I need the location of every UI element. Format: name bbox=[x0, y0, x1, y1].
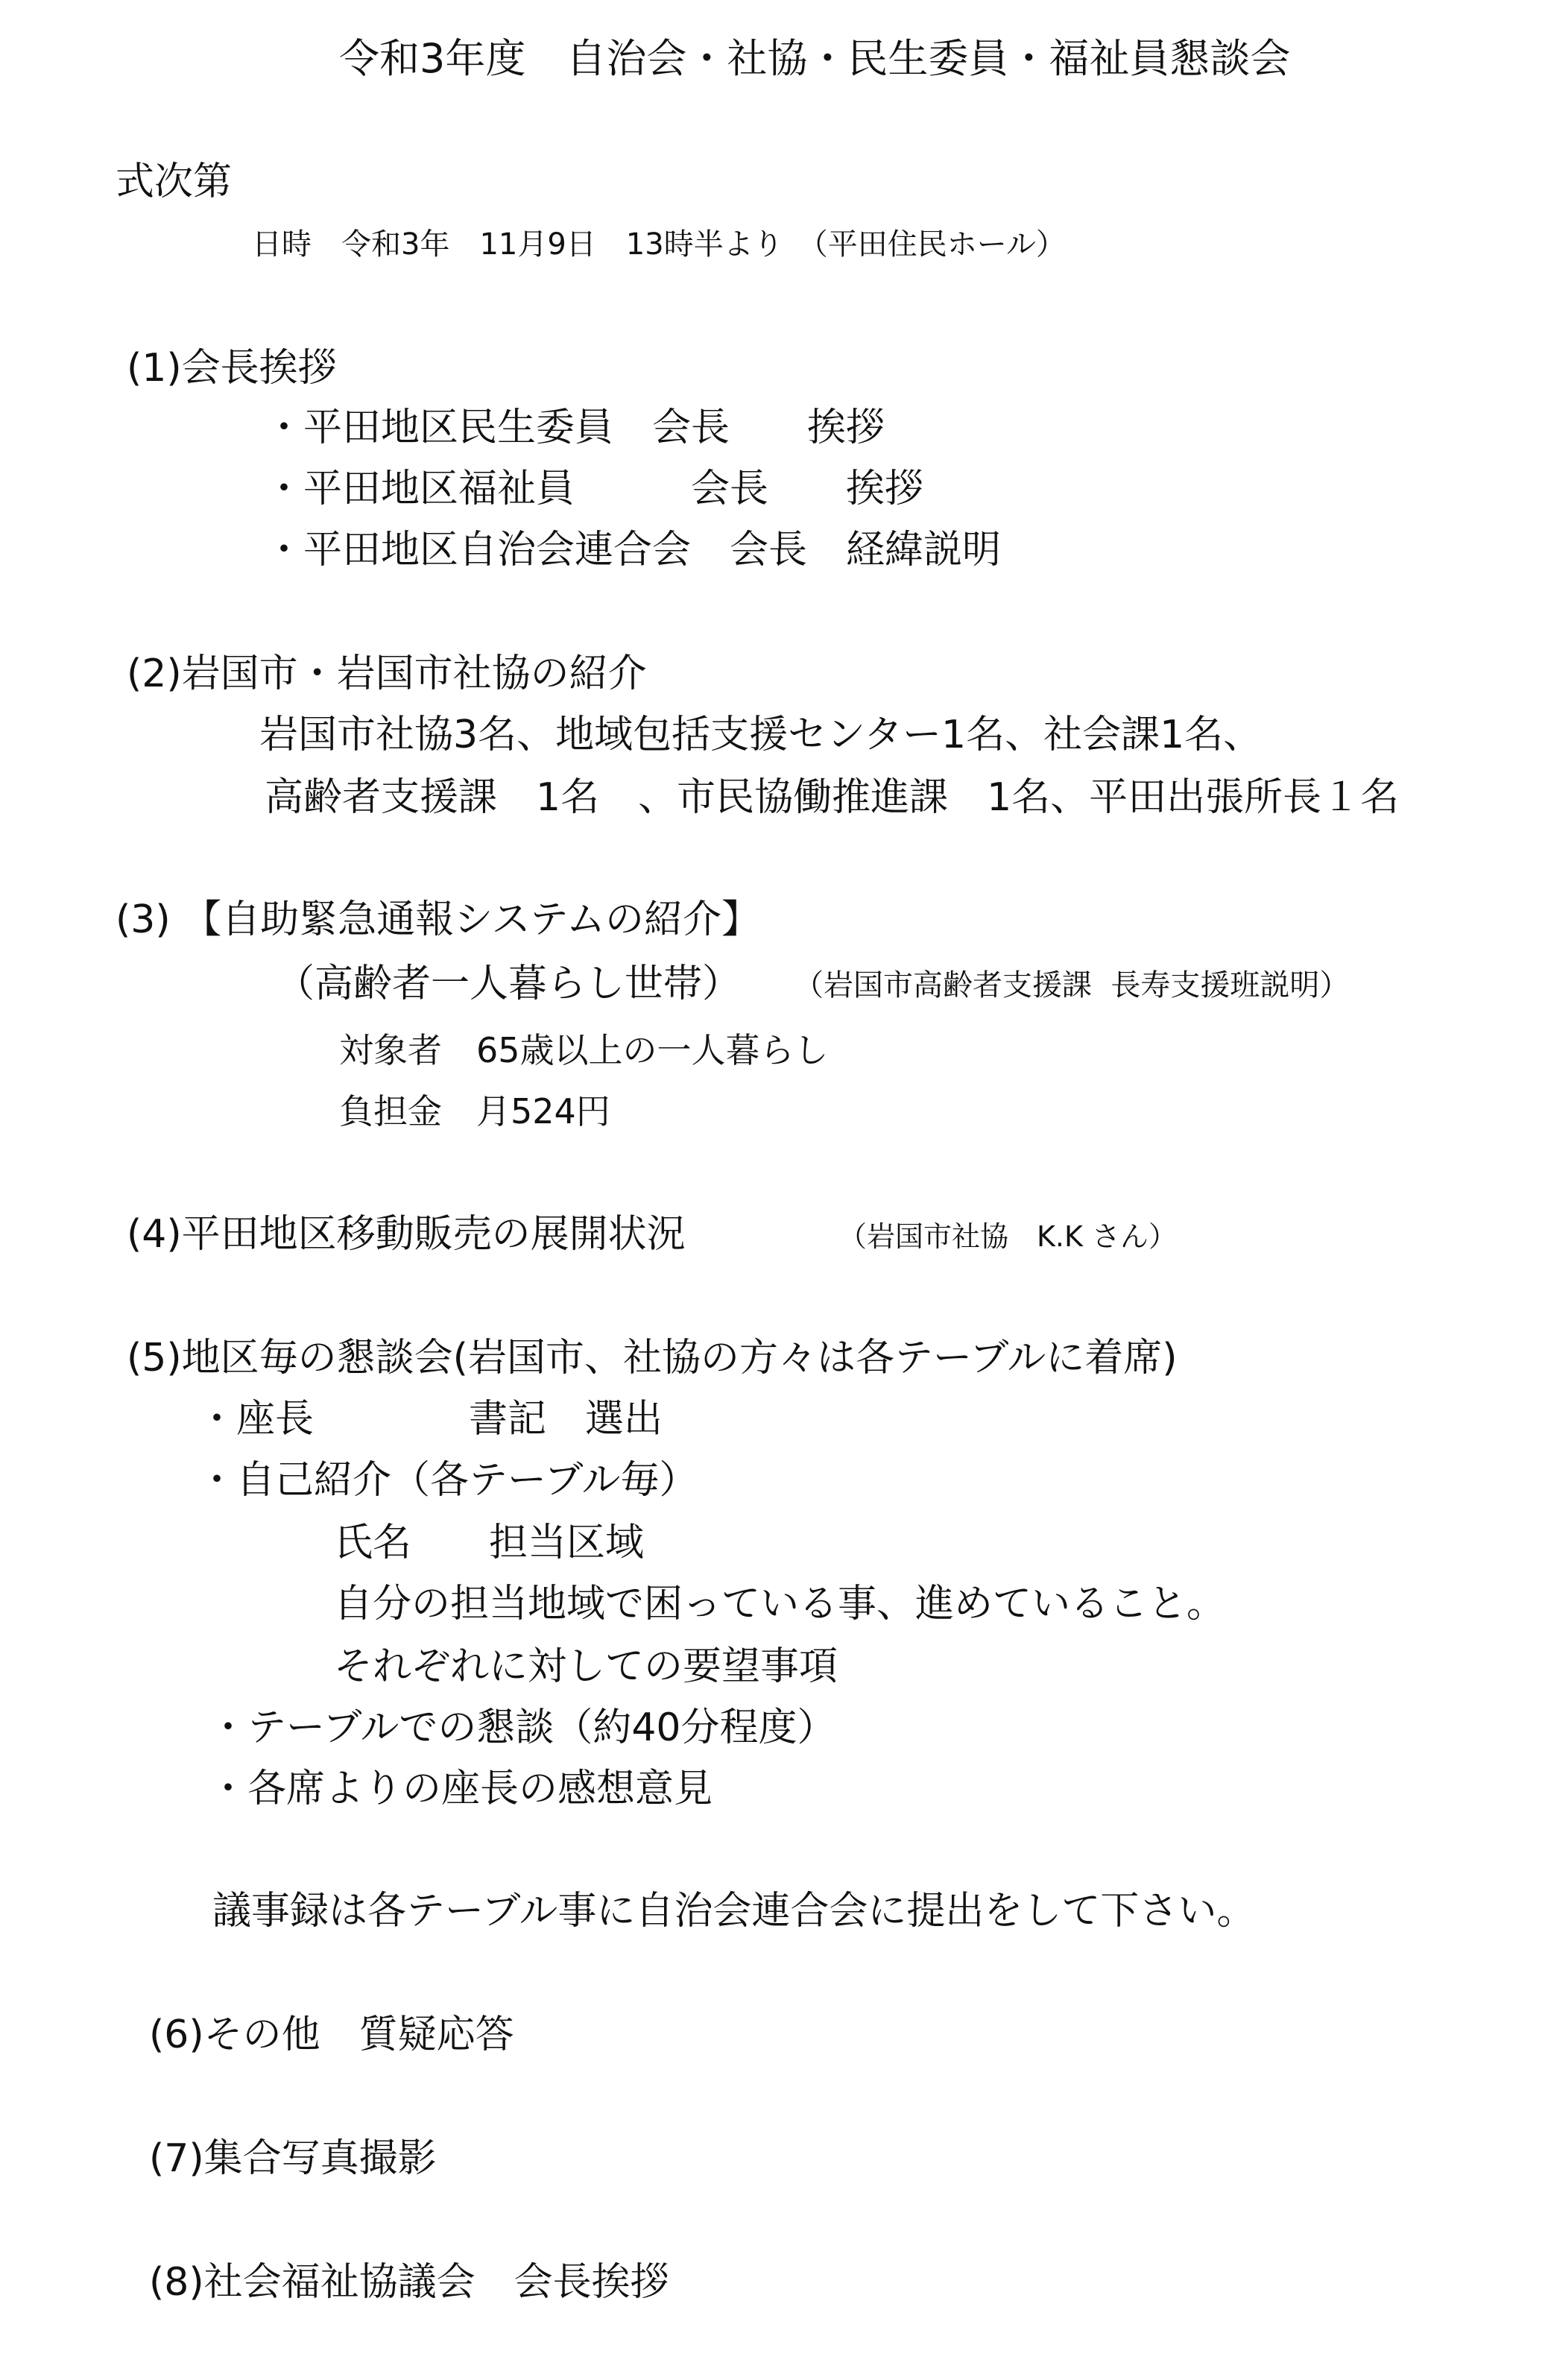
section-3-sub: （高齢者一人暮らし世帯） bbox=[276, 962, 742, 1006]
section-1-item: ・平田地区民生委員 会長 挨拶 bbox=[265, 405, 885, 450]
document-title: 令和3年度 自治会・社協・民生委員・福祉員懇談会 bbox=[339, 35, 1291, 82]
section-5-intro-item: 氏名 担当区域 bbox=[334, 1521, 645, 1565]
section-5-intro-item: それぞれに対しての要望事項 bbox=[334, 1644, 838, 1689]
section-5-opinions: ・各席よりの座長の感想意見 bbox=[209, 1767, 713, 1811]
section-1-item: ・平田地区福祉員 会長 挨拶 bbox=[265, 467, 924, 511]
section-3-heading: (3) 【自助緊急通報システムの紹介】 bbox=[116, 897, 760, 942]
section-5-heading: (5)地区毎の懇談会(岩国市、社協の方々は各テーブルに着席) bbox=[127, 1336, 1178, 1380]
program-heading: 式次第 bbox=[116, 160, 233, 204]
section-3-fee: 負担金 月524円 bbox=[339, 1091, 610, 1131]
section-1-heading: (1)会長挨拶 bbox=[127, 346, 337, 391]
section-2-line: 岩国市社協3名、地域包括支援センター1名、社会課1名、 bbox=[259, 713, 1263, 757]
event-datetime: 日時 令和3年 11月9日 13時半より （平田住民ホール） bbox=[252, 227, 1066, 262]
section-2-line: 高齢者支援課 1名 、市民協働推進課 1名、平田出張所長１名 bbox=[265, 775, 1400, 820]
section-6-heading: (6)その他 質疑応答 bbox=[149, 2013, 514, 2057]
section-5-intro-item: 自分の担当地域で困っている事、進めていること。 bbox=[334, 1582, 1226, 1626]
section-4-note: （岩国市社協 K.K さん） bbox=[838, 1220, 1177, 1253]
section-8-heading: (8)社会福祉協議会 会長挨拶 bbox=[149, 2260, 669, 2305]
section-3-sub-note: （岩国市高齢者支援課 長寿支援班説明） bbox=[794, 968, 1350, 1003]
section-7-heading: (7)集合写真撮影 bbox=[149, 2136, 437, 2181]
section-2-heading: (2)岩国市・岩国市社協の紹介 bbox=[127, 651, 647, 696]
section-5-chair: ・座長 書記 選出 bbox=[198, 1397, 663, 1442]
section-5-table-talk: ・テーブルでの懇談（約40分程度） bbox=[209, 1705, 836, 1750]
section-4-heading: (4)平田地区移動販売の展開状況 bbox=[127, 1212, 686, 1257]
section-5-minutes: 議事録は各テーブル事に自治会連合会に提出をして下さい。 bbox=[212, 1889, 1256, 1934]
section-3-target: 対象者 65歳以上の一人暮らし bbox=[339, 1030, 829, 1070]
section-5-intro: ・自己紹介（各テーブル毎） bbox=[198, 1458, 698, 1503]
section-1-item: ・平田地区自治会連合会 会長 経緯説明 bbox=[265, 528, 1002, 572]
